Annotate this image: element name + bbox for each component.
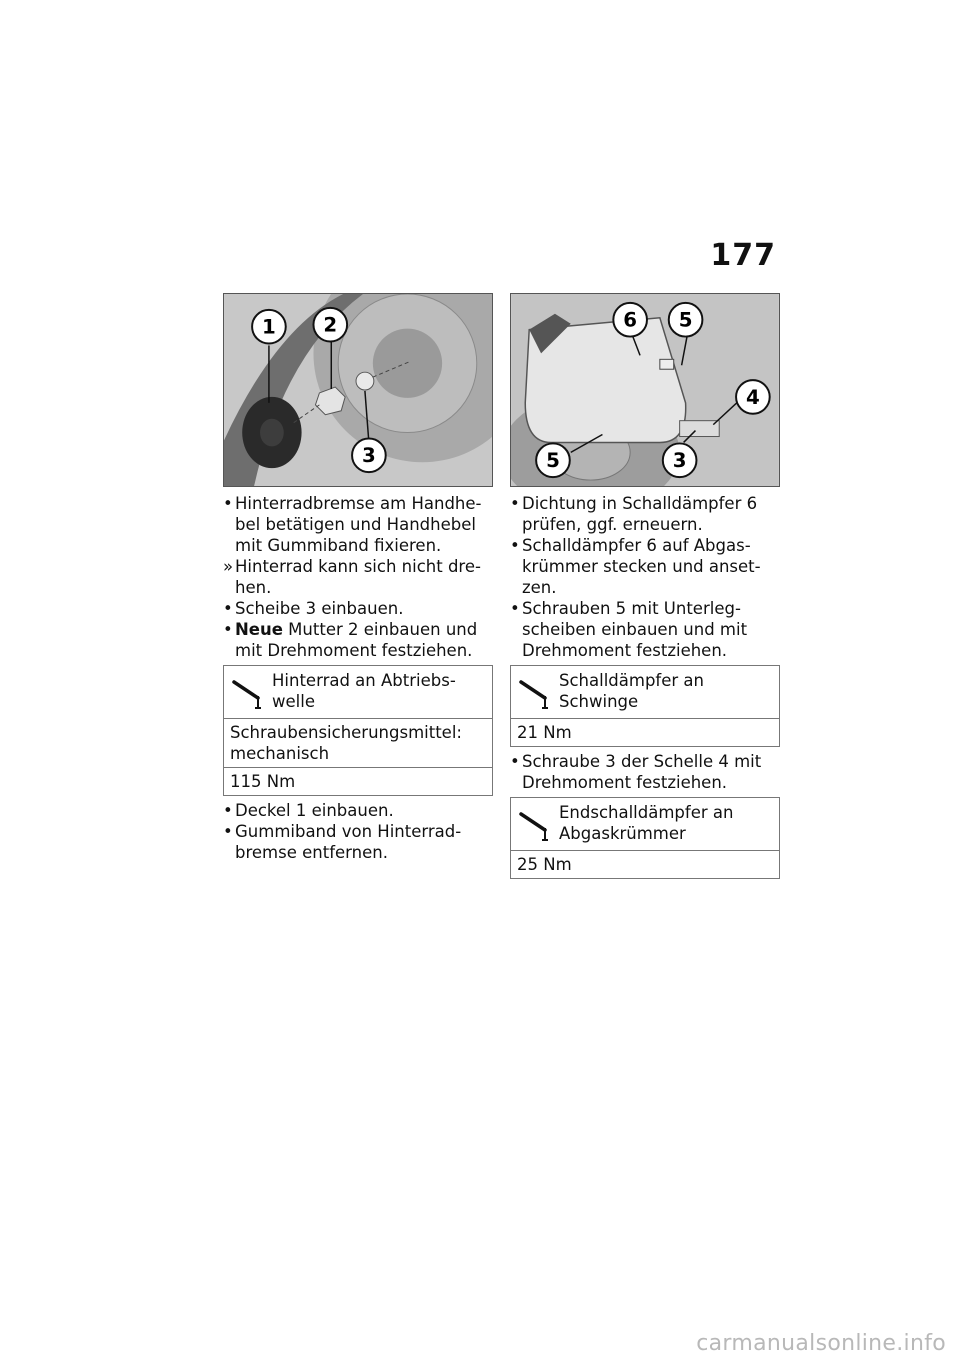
spec-torque-value: 25 Nm <box>517 855 572 874</box>
spec-torque-value: 21 Nm <box>517 723 572 742</box>
spec-header <box>224 666 492 719</box>
callout-6: 6 <box>623 308 638 332</box>
step-item: • Gummiband von Hinterradbremse entfernen. <box>223 822 462 862</box>
step-item: • Schalldämpfer 6 auf Abgaskrümmer stecken und ansetzen. <box>510 536 761 597</box>
right-steps-a <box>510 493 780 661</box>
callout-3: 3 <box>362 444 376 468</box>
rear-wheel-figure <box>223 293 493 487</box>
callout-1: 1 <box>262 315 276 339</box>
silencer-illustration <box>511 294 779 486</box>
rear-wheel-illustration <box>224 294 492 486</box>
torque-spec-table <box>223 665 493 796</box>
callout-3: 3 <box>672 449 687 473</box>
step-item: • Dichtung in Schalldämpfer 6 prüfen, ggf. erneuern. <box>510 494 758 534</box>
right-steps-b <box>510 751 780 793</box>
page-number: 177 <box>710 238 776 273</box>
right-column <box>510 293 780 883</box>
torque-wrench-icon <box>519 676 553 710</box>
step-item: • Schraube 3 der Schelle 4 mit Drehmoment festziehen. <box>510 752 762 792</box>
left-steps-b <box>223 800 493 863</box>
step-item: • Deckel 1 einbauen. <box>223 801 394 820</box>
left-steps-a <box>223 493 493 661</box>
callout-2: 2 <box>323 313 338 337</box>
callout-4: 4 <box>745 385 760 409</box>
spec-torque-value: 115 Nm <box>230 772 296 791</box>
torque-spec-table-exhaust <box>510 797 780 879</box>
step-item: • Schrauben 5 mit Unterlegscheiben einbauen und mit Drehmoment festziehen. <box>510 599 748 660</box>
torque-wrench-icon <box>232 676 266 710</box>
spec-row: Schraubensicherungsmittel: mechanisch <box>224 719 492 768</box>
torque-wrench-icon <box>519 808 553 842</box>
callout-5-lower: 5 <box>546 449 560 473</box>
torque-spec-table-silencer <box>510 665 780 747</box>
step-item: • Scheibe 3 einbauen. <box>223 599 404 618</box>
footer-watermark: carmanualsonline.info <box>696 1331 946 1356</box>
spec-title: Hinterrad an Abtriebswelle <box>272 671 456 711</box>
spec-title: Schalldämpfer an Schwinge <box>559 671 704 711</box>
step-item: • Hinterradbremse am Handhebel betätigen und Handhebel mit Gummiband fixieren. <box>223 494 482 555</box>
step-result: » Hinterrad kann sich nicht drehen. <box>223 557 481 597</box>
callout-5: 5 <box>678 308 693 332</box>
spec-title: Endschalldämpfer an Abgaskrümmer <box>559 803 734 843</box>
spec-header <box>511 798 779 851</box>
silencer-figure <box>510 293 780 487</box>
left-column <box>223 293 493 863</box>
step-item: • Neue Mutter 2 einbauen und mit Drehmoment festziehen. <box>223 620 478 660</box>
spec-header <box>511 666 779 719</box>
